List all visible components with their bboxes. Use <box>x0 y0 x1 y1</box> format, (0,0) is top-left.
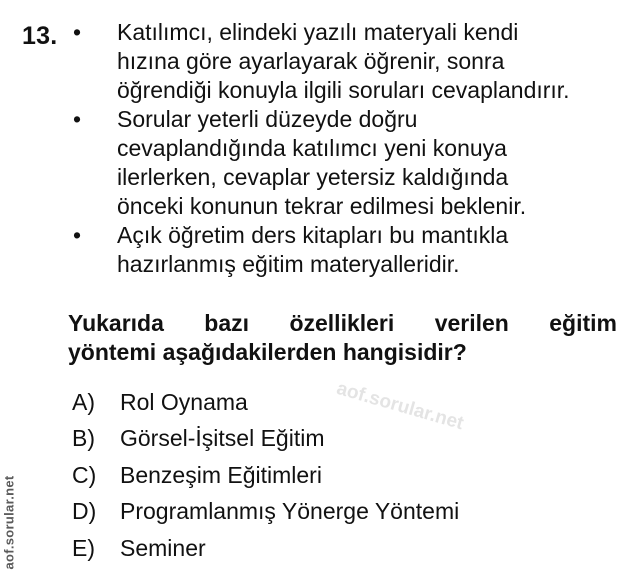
bullet-text <box>117 18 637 105</box>
option-a[interactable] <box>0 388 639 424</box>
bullet-dot-icon: • <box>73 106 82 132</box>
option-letter: C) <box>72 461 97 488</box>
option-letter: A) <box>72 389 95 415</box>
question-prompt-line: Yukarıda bazı özellikleri verilen eğitim <box>68 310 617 336</box>
watermark-center: aof.sorular.net <box>334 378 466 435</box>
bullet-line: Sorular yeterli düzeyde doğru <box>117 106 418 132</box>
option-letter: E) <box>72 534 95 561</box>
bullet-line: Açık öğretim ders kitapları bu mantıkla <box>117 222 509 248</box>
option-b[interactable] <box>0 424 639 460</box>
question-prompt-line: yöntemi aşağıdakilerden hangisidir? <box>68 339 467 365</box>
option-text: Görsel-İşitsel Eğitim <box>120 425 325 452</box>
bullet-line: öğrendiği konuyla ilgili soruları cevaplandırır. <box>117 77 570 103</box>
bullet-line: Katılımcı, elindeki yazılı materyali kendi <box>117 19 519 45</box>
option-text: Seminer <box>120 534 206 561</box>
option-letter: D) <box>72 498 97 525</box>
bullet-item <box>0 221 639 279</box>
bullet-item <box>0 105 639 221</box>
bullet-line: önceki konunun tekrar edilmesi beklenir. <box>117 193 527 219</box>
question-number: 13. <box>22 22 58 50</box>
bullet-line: hızına göre ayarlayarak öğrenir, sonra <box>117 48 505 74</box>
bullet-text <box>117 105 637 221</box>
bullet-line: cevaplandığında katılımcı yeni konuya <box>117 135 507 161</box>
option-letter: B) <box>72 425 95 452</box>
bullet-dot-icon: • <box>73 19 82 45</box>
option-c[interactable] <box>0 461 639 497</box>
option-e[interactable] <box>0 534 639 570</box>
bullet-line: hazırlanmış eğitim materyalleridir. <box>117 251 460 277</box>
question-prompt <box>68 309 617 367</box>
option-text: Programlanmış Yönerge Yöntemi <box>120 498 460 525</box>
option-d[interactable] <box>0 497 639 533</box>
bullet-text <box>117 221 637 279</box>
option-text: Benzeşim Eğitimleri <box>120 461 322 488</box>
bullet-item <box>0 18 639 105</box>
watermark-side: aof.sorular.net <box>1 475 17 570</box>
option-text: Rol Oynama <box>120 389 248 415</box>
bullet-line: ilerlerken, cevaplar yetersiz kaldığında <box>117 164 509 190</box>
bullet-list <box>0 18 639 279</box>
answer-options <box>0 388 639 570</box>
bullet-dot-icon: • <box>73 222 82 248</box>
